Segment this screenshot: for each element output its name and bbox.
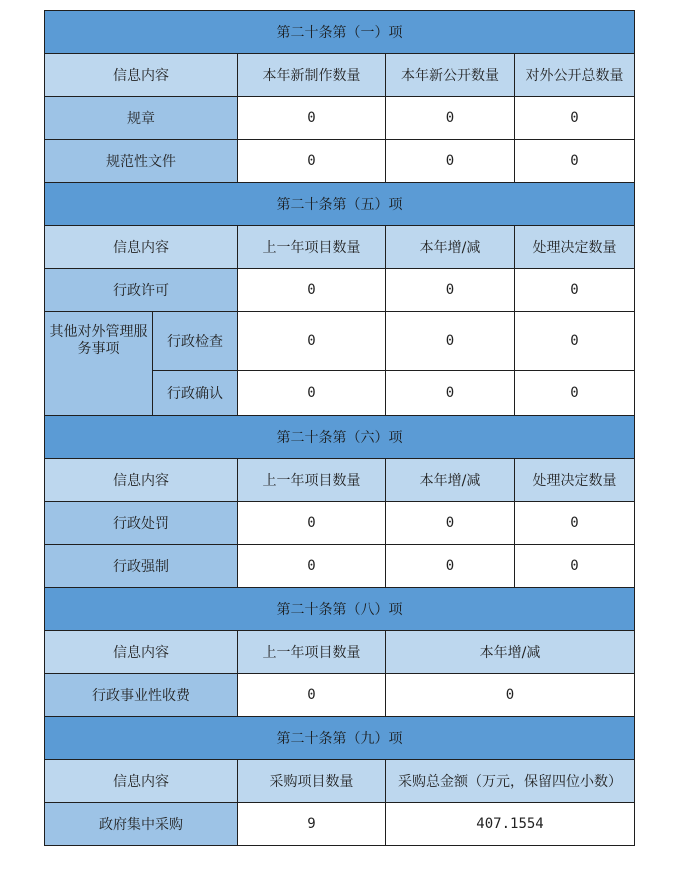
row-label-regulations: 规章 bbox=[45, 97, 238, 140]
cell-value: 0 bbox=[386, 371, 515, 416]
cell-value: 0 bbox=[515, 140, 635, 183]
cell-value: 0 bbox=[386, 269, 515, 312]
header-row bbox=[45, 760, 635, 803]
header-prev-year-count: 上一年项目数量 bbox=[238, 631, 386, 674]
cell-value: 0 bbox=[386, 140, 515, 183]
header-total-public-count: 对外公开总数量 bbox=[515, 54, 635, 97]
cell-value: 0 bbox=[515, 312, 635, 371]
header-decision-count: 处理决定数量 bbox=[515, 226, 635, 269]
cell-value: 9 bbox=[238, 803, 386, 846]
section-title-row bbox=[45, 11, 635, 54]
table-row bbox=[45, 312, 635, 371]
cell-value: 0 bbox=[386, 97, 515, 140]
header-prev-year-count: 上一年项目数量 bbox=[238, 226, 386, 269]
header-new-public-count: 本年新公开数量 bbox=[386, 54, 515, 97]
cell-value: 0 bbox=[238, 371, 386, 416]
section-title-row bbox=[45, 183, 635, 226]
header-procurement-count: 采购项目数量 bbox=[238, 760, 386, 803]
header-info-content: 信息内容 bbox=[45, 54, 238, 97]
section-5-title: 第二十条第（五）项 bbox=[45, 183, 635, 226]
table-row bbox=[45, 674, 635, 717]
row-label-administrative-confirmation: 行政确认 bbox=[153, 371, 238, 416]
cell-value: 0 bbox=[386, 674, 635, 717]
header-decision-count: 处理决定数量 bbox=[515, 459, 635, 502]
table-row bbox=[45, 269, 635, 312]
header-row bbox=[45, 459, 635, 502]
header-info-content: 信息内容 bbox=[45, 760, 238, 803]
section-9-title: 第二十条第（九）项 bbox=[45, 717, 635, 760]
cell-value: 0 bbox=[515, 269, 635, 312]
header-row bbox=[45, 226, 635, 269]
section-1-title: 第二十条第（一）项 bbox=[45, 11, 635, 54]
table-row bbox=[45, 97, 635, 140]
header-info-content: 信息内容 bbox=[45, 459, 238, 502]
header-procurement-amount: 采购总金额（万元，保留四位小数） bbox=[386, 760, 635, 803]
row-label-administrative-fees: 行政事业性收费 bbox=[45, 674, 238, 717]
header-change: 本年增/减 bbox=[386, 226, 515, 269]
row-label-administrative-license: 行政许可 bbox=[45, 269, 238, 312]
row-label-administrative-inspection: 行政检查 bbox=[153, 312, 238, 371]
cell-value: 0 bbox=[515, 545, 635, 588]
header-prev-year-count: 上一年项目数量 bbox=[238, 459, 386, 502]
row-label-government-procurement: 政府集中采购 bbox=[45, 803, 238, 846]
row-label-administrative-penalty: 行政处罚 bbox=[45, 502, 238, 545]
cell-value: 0 bbox=[238, 269, 386, 312]
header-change: 本年增/减 bbox=[386, 631, 635, 674]
cell-value: 0 bbox=[386, 502, 515, 545]
header-row bbox=[45, 54, 635, 97]
government-disclosure-table bbox=[44, 10, 635, 846]
table-row bbox=[45, 140, 635, 183]
cell-value: 0 bbox=[238, 545, 386, 588]
row-label-normative-documents: 规范性文件 bbox=[45, 140, 238, 183]
table-row bbox=[45, 803, 635, 846]
cell-value: 0 bbox=[515, 97, 635, 140]
header-row bbox=[45, 631, 635, 674]
table-row bbox=[45, 545, 635, 588]
header-change: 本年增/减 bbox=[386, 459, 515, 502]
cell-value: 0 bbox=[238, 502, 386, 545]
section-title-row bbox=[45, 717, 635, 760]
header-new-made-count: 本年新制作数量 bbox=[238, 54, 386, 97]
cell-value: 0 bbox=[238, 140, 386, 183]
table-row bbox=[45, 502, 635, 545]
header-info-content: 信息内容 bbox=[45, 226, 238, 269]
cell-value: 0 bbox=[386, 312, 515, 371]
cell-value: 407.1554 bbox=[386, 803, 635, 846]
cell-value: 0 bbox=[238, 312, 386, 371]
cell-value: 0 bbox=[515, 502, 635, 545]
group-label-other-services: 其他对外管理服务事项 bbox=[45, 312, 153, 416]
cell-value: 0 bbox=[238, 97, 386, 140]
section-8-title: 第二十条第（八）项 bbox=[45, 588, 635, 631]
section-6-title: 第二十条第（六）项 bbox=[45, 416, 635, 459]
header-info-content: 信息内容 bbox=[45, 631, 238, 674]
cell-value: 0 bbox=[386, 545, 515, 588]
row-label-administrative-enforcement: 行政强制 bbox=[45, 545, 238, 588]
section-title-row bbox=[45, 588, 635, 631]
cell-value: 0 bbox=[515, 371, 635, 416]
cell-value: 0 bbox=[238, 674, 386, 717]
section-title-row bbox=[45, 416, 635, 459]
